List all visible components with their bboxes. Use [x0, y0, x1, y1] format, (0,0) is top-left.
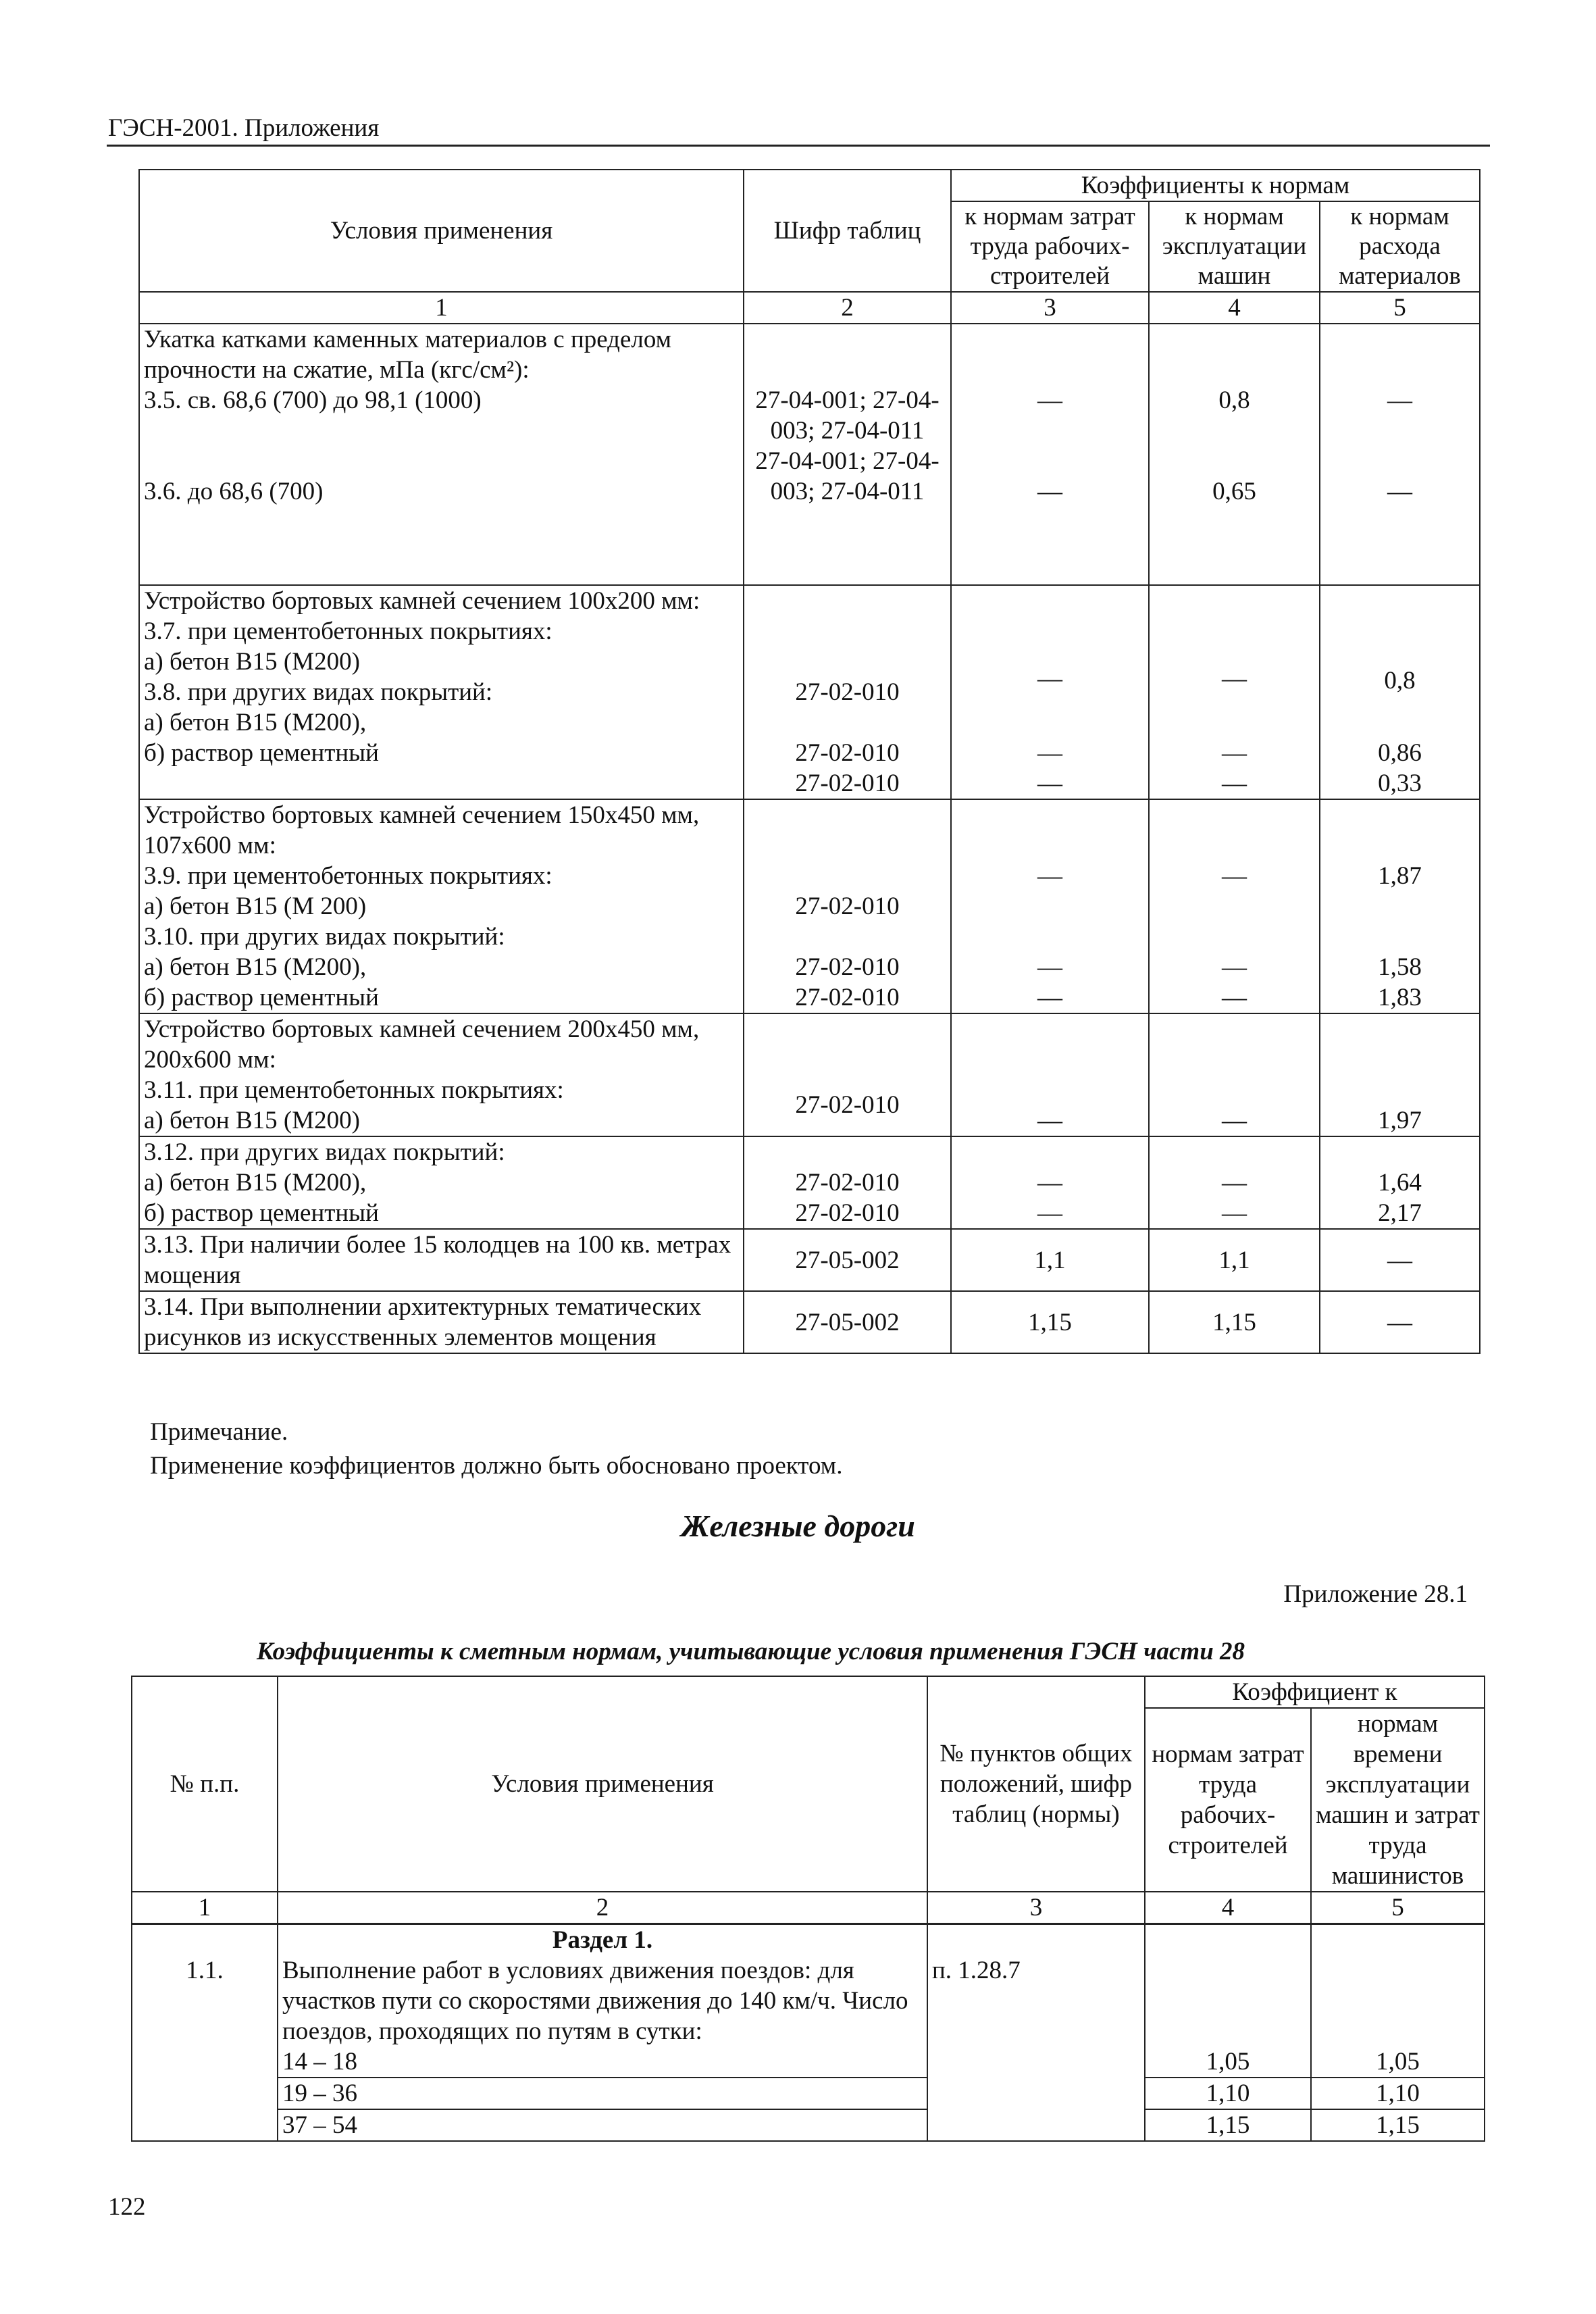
- labor-value: —: [1037, 862, 1062, 890]
- th-conditions: Условия применения: [278, 1676, 927, 1892]
- labor-value: —: [1037, 386, 1062, 414]
- cipher-cell: 27-02-010: [795, 739, 900, 767]
- materials-value: —: [1320, 1229, 1480, 1291]
- table-row: [139, 1229, 1480, 1291]
- appendix-label: Приложение 28.1: [1283, 1580, 1468, 1608]
- th-machines: нормам времени эксплуатации машин и затрат труда машинистов: [1311, 1708, 1485, 1892]
- th-num: № п.п.: [132, 1676, 278, 1892]
- machines-value: —: [1222, 770, 1247, 797]
- labor-value: 1,15: [951, 1291, 1149, 1353]
- labor-value: 1,15: [1145, 2109, 1311, 2141]
- row-label: а) бетон В15 (М200),: [144, 953, 367, 981]
- materials-value: 1,87: [1378, 862, 1422, 890]
- row-label: 3.5. св. 68,6 (700) до 98,1 (1000): [144, 386, 482, 414]
- item-number: 1.1.: [186, 1957, 224, 1984]
- subgroup-title: 3.8. при других видах покрытий:: [144, 678, 493, 706]
- cipher-cell: 27-05-002: [744, 1229, 951, 1291]
- th-coeff-group: Коэффициент к: [1145, 1676, 1485, 1708]
- labor-value: —: [1037, 478, 1062, 505]
- th-machines: к нормам эксплуатации машин: [1149, 201, 1320, 292]
- group-title: Укатка катками каменных материалов с пределом прочности на сжатие, мПа (кгс/см²):: [144, 326, 672, 384]
- coefficients-table-28: [131, 1676, 1485, 2142]
- labor-value: —: [1037, 984, 1062, 1011]
- th-labor: к нормам затрат труда рабочих-строителей: [951, 201, 1149, 292]
- header-rule: [107, 145, 1490, 147]
- group-title: Устройство бортовых камней сечением 150х450 мм, 107х600 мм:: [144, 801, 700, 859]
- labor-value: —: [1037, 1169, 1062, 1197]
- table-row: [139, 1136, 1480, 1229]
- th-coeff-group: Коэффициенты к нормам: [951, 170, 1480, 201]
- machines-value: 1,10: [1311, 2078, 1485, 2109]
- table-row: [139, 585, 1480, 799]
- group-title: Устройство бортовых камней сечением 200х450 мм, 200х600 мм:: [144, 1015, 700, 1074]
- table-row: [132, 2078, 1485, 2109]
- range-label: 37 – 54: [278, 2109, 927, 2141]
- th-points: № пунктов общих положений, шифр таблиц (нормы): [927, 1676, 1145, 1892]
- materials-value: —: [1387, 478, 1412, 505]
- machines-value: —: [1222, 1199, 1247, 1227]
- materials-value: 1,83: [1378, 984, 1422, 1011]
- machines-value: 1,15: [1149, 1291, 1320, 1353]
- subgroup-title: 3.10. при других видах покрытий:: [144, 923, 505, 951]
- cipher-cell: 27-02-010: [795, 678, 900, 706]
- cipher-cell: 27-02-010: [795, 1169, 900, 1197]
- materials-value: —: [1387, 386, 1412, 414]
- cipher-cell: 27-02-010: [795, 1091, 900, 1119]
- row-label: а) бетон В15 (М200),: [144, 709, 367, 736]
- running-header: ГЭСН-2001. Приложения: [108, 114, 380, 142]
- col-number: 1: [132, 1892, 278, 1924]
- subgroup-title: 3.12. при других видах покрытий:: [144, 1138, 505, 1166]
- machines-value: 1,1: [1149, 1229, 1320, 1291]
- col-number: 4: [1149, 292, 1320, 324]
- group-title: Устройство бортовых камней сечением 100х200 мм:: [144, 587, 700, 615]
- machines-value: 0,65: [1212, 478, 1256, 505]
- machines-value: 1,15: [1311, 2109, 1485, 2141]
- machines-value: —: [1222, 665, 1247, 693]
- col-number: 3: [927, 1892, 1145, 1924]
- subgroup-title: 3.7. при цементобетонных покрытиях:: [144, 618, 552, 645]
- labor-value: —: [1037, 1107, 1062, 1134]
- row-label: б) раствор цементный: [144, 739, 379, 767]
- materials-value: 1,58: [1378, 953, 1422, 981]
- row-label: 3.13. При наличии более 15 колодцев на 100 кв. метрах мощения: [139, 1229, 744, 1291]
- item-text: Выполнение работ в условиях движения поездов: для участков пути со скоростями движения до 140 км/ч. Число поездов, проходящих по путям в сутки:: [282, 1957, 908, 2045]
- cipher-cell: 27-04-001; 27-04-003; 27-04-011: [755, 447, 939, 505]
- table-row: [139, 799, 1480, 1013]
- materials-value: 1,64: [1378, 1169, 1422, 1197]
- section-label: Раздел 1.: [552, 1926, 653, 1954]
- row-label: 3.6. до 68,6 (700): [144, 478, 324, 505]
- table-row: [132, 2109, 1485, 2141]
- labor-value: —: [1037, 1199, 1062, 1227]
- materials-value: 2,17: [1378, 1199, 1422, 1227]
- table-row: [139, 1013, 1480, 1136]
- section-title: Железные дороги: [681, 1509, 915, 1543]
- note-title: Примечание.: [150, 1418, 288, 1446]
- note-text: Применение коэффициентов должно быть обосновано проектом.: [150, 1452, 843, 1480]
- labor-value: 1,10: [1145, 2078, 1311, 2109]
- materials-value: 0,33: [1378, 770, 1422, 797]
- labor-value: 1,1: [951, 1229, 1149, 1291]
- page-number: 122: [108, 2193, 146, 2221]
- labor-value: —: [1037, 665, 1062, 693]
- cipher-cell: 27-02-010: [795, 984, 900, 1011]
- cipher-cell: 27-02-010: [795, 1199, 900, 1227]
- col-number: 1: [139, 292, 744, 324]
- machines-value: —: [1222, 1169, 1247, 1197]
- table-caption: Коэффициенты к сметным нормам, учитывающие условия применения ГЭСН части 28: [257, 1638, 1245, 1665]
- col-number: 2: [278, 1892, 927, 1924]
- machines-value: 1,05: [1311, 1924, 1485, 2078]
- row-label: б) раствор цементный: [144, 984, 379, 1011]
- cipher-cell: 27-05-002: [744, 1291, 951, 1353]
- coefficients-table-27: [138, 169, 1481, 1354]
- subgroup-title: 3.9. при цементобетонных покрытиях:: [144, 862, 552, 890]
- labor-value: —: [1037, 739, 1062, 767]
- cipher-cell: 27-02-010: [795, 770, 900, 797]
- row-label: б) раствор цементный: [144, 1199, 379, 1227]
- machines-value: —: [1222, 953, 1247, 981]
- th-materials: к нормам расхода материалов: [1320, 201, 1480, 292]
- col-number: 5: [1320, 292, 1480, 324]
- materials-value: 0,8: [1384, 667, 1416, 695]
- cipher-cell: 27-02-010: [795, 892, 900, 920]
- range-label: 14 – 18: [282, 2048, 357, 2076]
- materials-value: 1,97: [1378, 1107, 1422, 1134]
- labor-value: —: [1037, 770, 1062, 797]
- cipher-cell: 27-02-010: [795, 953, 900, 981]
- range-label: 19 – 36: [278, 2078, 927, 2109]
- subgroup-title: 3.11. при цементобетонных покрытиях:: [144, 1076, 564, 1104]
- col-number: 3: [951, 292, 1149, 324]
- cipher-cell: 27-04-001; 27-04-003; 27-04-011: [755, 386, 939, 445]
- th-cipher: Шифр таблиц: [744, 170, 951, 292]
- labor-value: —: [1037, 953, 1062, 981]
- materials-value: 0,86: [1378, 739, 1422, 767]
- machines-value: —: [1222, 984, 1247, 1011]
- col-number: 2: [744, 292, 951, 324]
- table-row: [139, 1291, 1480, 1353]
- row-label: а) бетон В15 (М200),: [144, 1169, 367, 1197]
- table-row: [139, 324, 1480, 585]
- row-label: а) бетон В15 (М200): [144, 648, 360, 676]
- row-label: а) бетон В15 (М 200): [144, 892, 367, 920]
- row-label: 3.14. При выполнении архитектурных тематических рисунков из искусственных элементов мощения: [139, 1291, 744, 1353]
- table-row: [132, 1924, 1485, 2078]
- item-ref: п. 1.28.7: [932, 1957, 1021, 1984]
- machines-value: —: [1222, 862, 1247, 890]
- col-number: 5: [1311, 1892, 1485, 1924]
- machines-value: —: [1222, 1107, 1247, 1134]
- th-conditions: Условия применения: [139, 170, 744, 292]
- row-label: а) бетон В15 (М200): [144, 1107, 360, 1134]
- machines-value: 0,8: [1218, 386, 1250, 414]
- th-labor: нормам затрат труда рабочих-строителей: [1145, 1708, 1311, 1892]
- materials-value: —: [1320, 1291, 1480, 1353]
- machines-value: —: [1222, 739, 1247, 767]
- labor-value: 1,05: [1145, 1924, 1311, 2078]
- col-number: 4: [1145, 1892, 1311, 1924]
